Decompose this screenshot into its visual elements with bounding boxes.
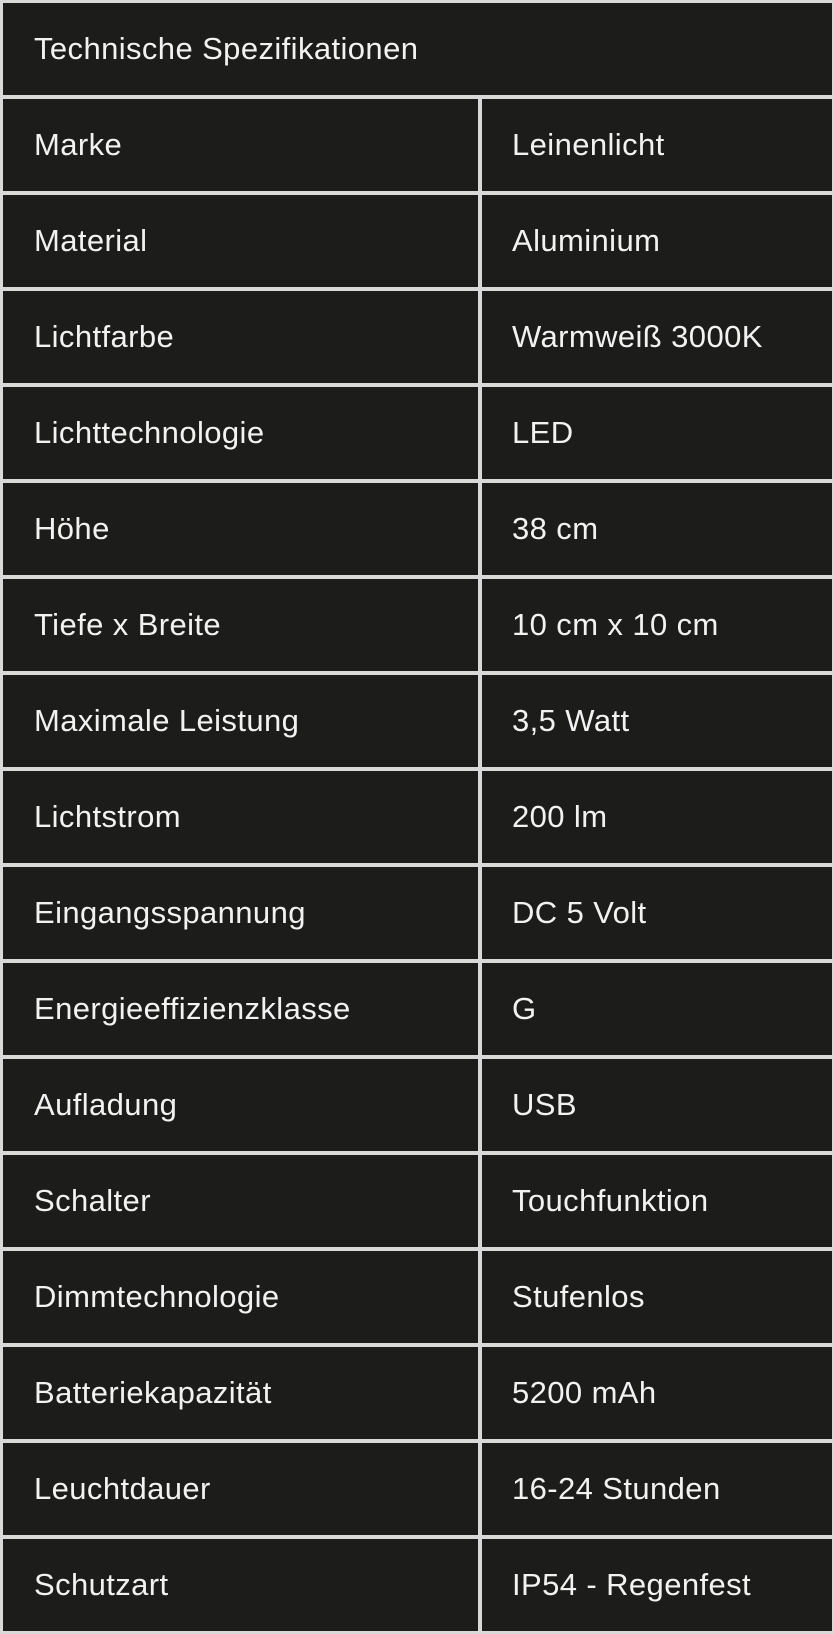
row-label-runtime: Leuchtdauer <box>3 1443 478 1535</box>
table-title: Technische Spezifikationen <box>3 3 832 95</box>
row-label-light-color: Lichtfarbe <box>3 291 478 383</box>
row-label-height: Höhe <box>3 483 478 575</box>
row-label-input-voltage: Eingangsspannung <box>3 867 478 959</box>
row-value-light-color: Warmweiß 3000K <box>482 291 832 383</box>
spec-table <box>3 3 831 1631</box>
row-label-brand: Marke <box>3 99 478 191</box>
row-value-runtime: 16-24 Stunden <box>482 1443 832 1535</box>
row-value-light-technology: LED <box>482 387 832 479</box>
row-label-depth-width: Tiefe x Breite <box>3 579 478 671</box>
row-value-brand: Leinenlicht <box>482 99 832 191</box>
row-value-max-power: 3,5 Watt <box>482 675 832 767</box>
row-label-energy-class: Energieeffizienzklasse <box>3 963 478 1055</box>
row-label-switch: Schalter <box>3 1155 478 1247</box>
row-value-energy-class: G <box>482 963 832 1055</box>
row-label-dimming: Dimmtechnologie <box>3 1251 478 1343</box>
row-label-material: Material <box>3 195 478 287</box>
row-value-protection-class: IP54 - Regenfest <box>482 1539 832 1631</box>
row-label-luminous-flux: Lichtstrom <box>3 771 478 863</box>
row-value-luminous-flux: 200 lm <box>482 771 832 863</box>
row-label-charging: Aufladung <box>3 1059 478 1151</box>
row-value-material: Aluminium <box>482 195 832 287</box>
row-value-height: 38 cm <box>482 483 832 575</box>
row-value-dimming: Stufenlos <box>482 1251 832 1343</box>
row-label-battery-capacity: Batteriekapazität <box>3 1347 478 1439</box>
row-value-input-voltage: DC 5 Volt <box>482 867 832 959</box>
row-value-depth-width: 10 cm x 10 cm <box>482 579 832 671</box>
row-value-battery-capacity: 5200 mAh <box>482 1347 832 1439</box>
row-label-light-technology: Lichttechnologie <box>3 387 478 479</box>
row-value-switch: Touchfunktion <box>482 1155 832 1247</box>
row-value-charging: USB <box>482 1059 832 1151</box>
row-label-max-power: Maximale Leistung <box>3 675 478 767</box>
row-label-protection-class: Schutzart <box>3 1539 478 1631</box>
